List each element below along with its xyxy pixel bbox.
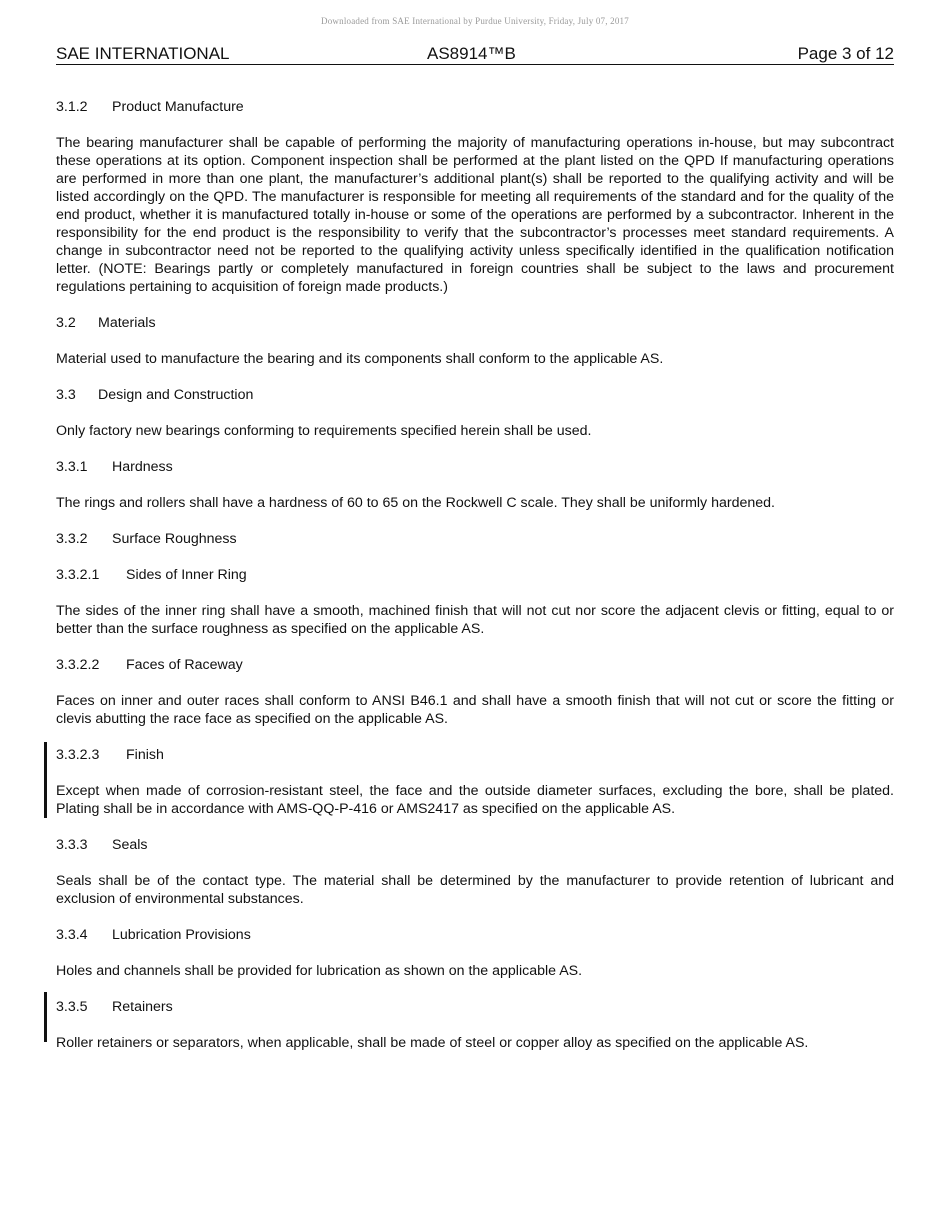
page-header <box>56 44 894 65</box>
section-title: Surface Roughness <box>112 531 237 547</box>
download-watermark: Downloaded from SAE International by Purdue University, Friday, July 07, 2017 <box>321 16 629 26</box>
section-paragraph: The sides of the inner ring shall have a smooth, machined finish that will not cut nor score the adjacent clevis or fitting, equal to or better than the surface roughness as specified on the applicable AS. <box>56 603 894 637</box>
section-3-3-2-2 <box>56 656 894 728</box>
section-title: Materials <box>98 315 156 331</box>
section-heading <box>56 386 894 404</box>
section-title: Design and Construction <box>98 387 254 403</box>
section-number: 3.2 <box>56 315 76 331</box>
section-heading <box>56 926 894 944</box>
section-number: 3.3.1 <box>56 459 88 475</box>
section-paragraph: Roller retainers or separators, when applicable, shall be made of steel or copper alloy as specified on the applicable AS. <box>56 1035 809 1051</box>
section-paragraph: Seals shall be of the contact type. The material shall be determined by the manufacturer to provide retention of lubricant and exclusion of environmental substances. <box>56 873 894 907</box>
section-paragraph: Except when made of corrosion-resistant steel, the face and the outside diameter surfaces, excluding the bore, shall be plated. Plating shall be in accordance with AMS-QQ-P-416 or AMS2417 as specified on the applicable AS. <box>56 783 894 817</box>
section-number: 3.3.3 <box>56 837 88 853</box>
section-title: Seals <box>112 837 148 853</box>
section-heading <box>56 746 894 764</box>
section-title: Faces of Raceway <box>126 657 243 673</box>
section-heading <box>56 530 894 548</box>
section-heading <box>56 656 894 674</box>
header-organization: SAE INTERNATIONAL <box>56 44 230 63</box>
section-paragraph: The bearing manufacturer shall be capable of performing the majority of manufacturing operations in-house, but may subcontract these operations at its option. Component inspection shall be performed at the plant listed on the QPD If manufacturing operations are performed in more than one plant, the manufacturer’s additional plant(s) shall be reported to the qualifying activity and will be listed accordingly on the QPD. The manufacturer is responsible for meeting all requirements of the standard and for the quality of the end product, whether it is manufactured totally in-house or some of the operations are performed by a subcontractor. Inherent in the responsibility for the end product is the responsibility to verify that the subcontractor’s processes meet standard requirements. A change in subcontractor need not be reported to the qualifying activity unless specifically identified in the qualification notification letter. (NOTE: Bearings partly or completely manufactured in foreign countries shall be subject to the laws and procurement regulations pertaining to acquisition of foreign made products.) <box>56 135 894 295</box>
section-3-3 <box>56 386 894 440</box>
section-3-3-5 <box>56 998 894 1052</box>
section-paragraph: Holes and channels shall be provided for lubrication as shown on the applicable AS. <box>56 963 583 979</box>
section-heading <box>56 458 894 476</box>
section-heading <box>56 836 894 854</box>
section-3-3-1 <box>56 458 894 512</box>
section-number: 3.3.2 <box>56 531 88 547</box>
header-page-number: Page 3 of 12 <box>797 44 894 63</box>
section-paragraph: Faces on inner and outer races shall conform to ANSI B46.1 and shall have a smooth finish that will not cut or score the fitting or clevis abutting the race face as specified on the applicable AS. <box>56 693 894 727</box>
section-number: 3.3.2.1 <box>56 567 100 583</box>
section-number: 3.3.2.3 <box>56 747 100 763</box>
section-3-2 <box>56 314 894 368</box>
section-paragraph: Only factory new bearings conforming to requirements specified herein shall be used. <box>56 423 592 439</box>
section-title: Sides of Inner Ring <box>126 567 247 583</box>
section-3-3-2-1 <box>56 566 894 638</box>
section-number: 3.3.4 <box>56 927 88 943</box>
revision-change-bar <box>44 742 47 818</box>
section-3-3-2 <box>56 530 894 548</box>
section-3-3-2-3 <box>56 746 894 818</box>
section-paragraph: The rings and rollers shall have a hardness of 60 to 65 on the Rockwell C scale. They shall be uniformly hardened. <box>56 495 775 511</box>
section-number: 3.1.2 <box>56 99 88 115</box>
section-title: Product Manufacture <box>112 99 244 115</box>
document-body <box>56 98 894 1070</box>
section-title: Hardness <box>112 459 173 475</box>
section-number: 3.3.2.2 <box>56 657 100 673</box>
section-number: 3.3 <box>56 387 76 403</box>
section-paragraph: Material used to manufacture the bearing and its components shall conform to the applicable AS. <box>56 351 664 367</box>
section-heading <box>56 314 894 332</box>
section-heading <box>56 998 894 1016</box>
section-3-3-4 <box>56 926 894 980</box>
section-title: Finish <box>126 747 164 763</box>
revision-change-bar <box>44 992 47 1042</box>
section-3-3-3 <box>56 836 894 908</box>
section-title: Lubrication Provisions <box>112 927 251 943</box>
header-document-number: AS8914™B <box>427 44 516 63</box>
section-heading <box>56 566 894 584</box>
section-title: Retainers <box>112 999 173 1015</box>
section-heading <box>56 98 894 116</box>
section-3-1-2 <box>56 98 894 296</box>
section-number: 3.3.5 <box>56 999 88 1015</box>
